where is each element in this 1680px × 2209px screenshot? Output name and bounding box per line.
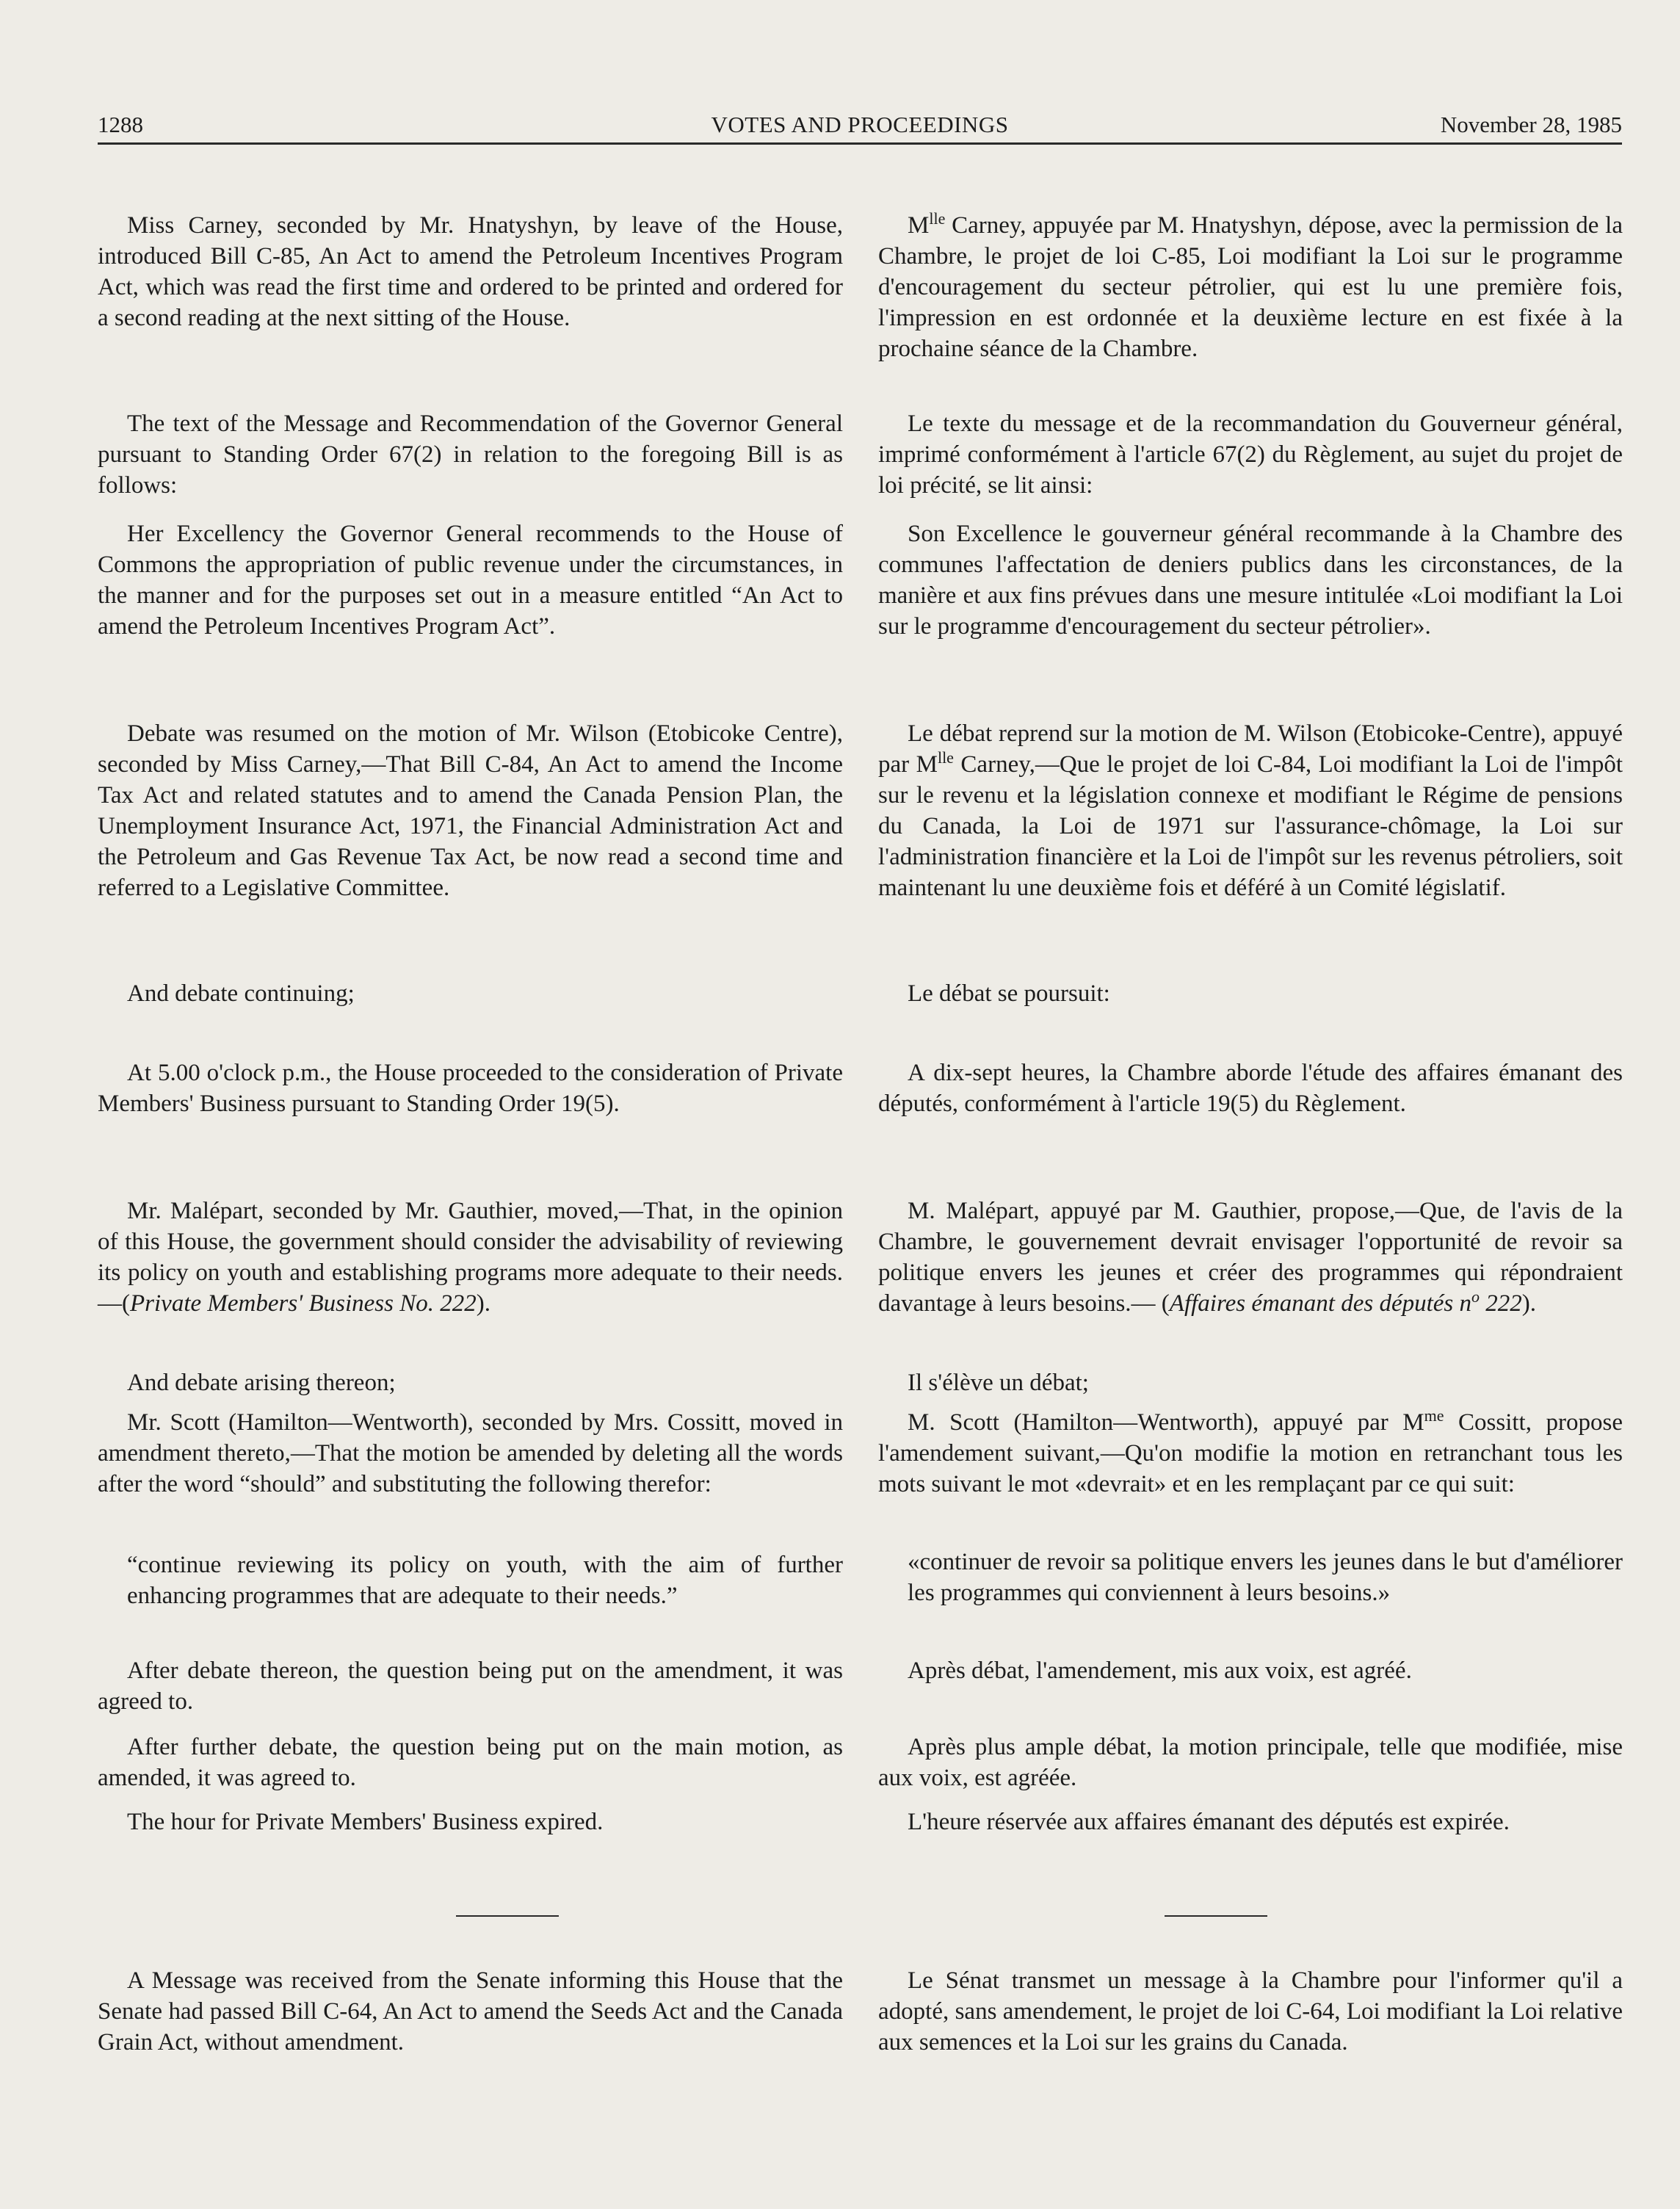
- en-paragraph-private-members: At 5.00 o'clock p.m., the House proceeded to the consideration of Private Members' Business pursuant to Standing Order 19(5).: [98, 1060, 843, 1117]
- en-paragraph-amendment-agreed: After debate thereon, the question being put on the amendment, it was agreed to.: [98, 1657, 843, 1715]
- fr-paragraph-senate-message: Le Sénat transmet un message à la Chambre pour l'informer qu'il a adopté, sans amendement, le projet de loi C-64, Loi modifiant la Loi relative aux semences et la Loi sur les grains du Canada.: [878, 1967, 1623, 2056]
- en-paragraph-message-intro: The text of the Message and Recommendation of the Governor General pursuant to Standing Order 67(2) in relation to the foregoing Bill is as follows:: [98, 411, 843, 499]
- fr-paragraph-private-members: A dix-sept heures, la Chambre aborde l'étude des affaires émanant des députés, conformément à l'article 19(5) du Règlement.: [878, 1060, 1623, 1117]
- fr-section-rule: [1165, 1915, 1267, 1917]
- en-paragraph-malepart-motion: Mr. Malépart, seconded by Mr. Gauthier, moved,—That, in the opinion of this House, the government should consider the advisability of reviewing its policy on youth and establishing programs more adequate to their needs.—(Private Members' Business No. 222).: [98, 1198, 843, 1317]
- fr-paragraph-amendment-text: «continuer de revoir sa politique envers les jeunes dans le but d'améliorer les programmes qui conviennent à leurs besoins.»: [908, 1549, 1623, 1606]
- fr-paragraph-bill-c85: $M^{lle}$ Carney, appuyée par M. Hnatyshyn, dépose, avec la permission de la Chambre, le projet de loi C-85, Loi modifiant la Loi sur le programme d'encouragement du secteur pétrolier, qui est lu une première fois, l'impression en est ordonnée et la deuxième lecture en est fixée à la prochaine séance de la Chambre.: [878, 209, 1623, 362]
- en-paragraph-bill-c85: Miss Carney, seconded by Mr. Hnatyshyn, by leave of the House, introduced Bill C-85, An Act to amend the Petroleum Incentives Program Act, which was read the first time and ordered to be printed and ordered for a second reading at the next sitting of the House.: [98, 212, 843, 331]
- en-paragraph-main-motion-agreed: After further debate, the question being put on the main motion, as amended, it was agreed to.: [98, 1734, 843, 1791]
- fr-paragraph-main-motion-agreed: Après plus ample débat, la motion principale, telle que modifiée, mise aux voix, est agréée.: [878, 1734, 1623, 1791]
- en-section-rule: [456, 1915, 559, 1917]
- fr-business-reference: Affaires émanant des députés $n^o$ 222: [1169, 1287, 1522, 1317]
- fr-paragraph-debate-continuing: Le débat se poursuit:: [908, 980, 1110, 1007]
- running-title: VOTES AND PROCEEDINGS: [711, 112, 1009, 137]
- en-business-reference: Private Members' Business No. 222: [130, 1290, 477, 1317]
- fr-paragraph-amendment-agreed: Après débat, l'amendement, mis aux voix, est agréé.: [908, 1657, 1412, 1684]
- fr-paragraph-debate-resumed: Le débat reprend sur la motion de M. Wilson (Etobicoke-Centre), appuyé par $M^{lle}$ Carney,—Que le projet de loi C-84, Loi modifiant la Loi de l'impôt sur le revenu et la législation connexe et modifiant le Régime de pensions du Canada, la Loi de 1971 sur l'assurance-chômage, la Loi sur l'administration financière et la Loi de l'impôt sur les revenus pétroliers, soit maintenant lu une deuxième fois et déféré à un Comité législatif.: [878, 720, 1623, 901]
- fr-paragraph-malepart-motion: M. Malépart, appuyé par M. Gauthier, propose,—Que, de l'avis de la Chambre, le gouvernement devrait envisager l'opportunité de revoir sa politique envers les jeunes et créer des programmes qui répondraient davantage à leurs besoins.— (Affaires émanant des députés $n^o$ 222).: [878, 1198, 1623, 1317]
- en-paragraph-scott-amendment: Mr. Scott (Hamilton—Wentworth), seconded by Mrs. Cossitt, moved in amendment thereto,—That the motion be amended by deleting all the words after the word “should” and substituting the following therefor:: [98, 1409, 843, 1497]
- header-rule: [98, 142, 1622, 145]
- en-paragraph-hour-expired: The hour for Private Members' Business expired.: [127, 1809, 604, 1835]
- en-paragraph-debate-continuing: And debate continuing;: [127, 980, 355, 1007]
- page-number: 1288: [98, 112, 143, 137]
- fr-paragraph-scott-amendment: M. Scott (Hamilton—Wentworth), appuyé par $M^{me}$ Cossitt, propose l'amendement suivant,—Qu'on modifie la motion en retranchant tous les mots suivant le mot «devrait» et en les remplaçant par ce qui suit:: [878, 1406, 1623, 1497]
- en-paragraph-debate-resumed: Debate was resumed on the motion of Mr. Wilson (Etobicoke Centre), seconded by Miss Carney,—That Bill C-84, An Act to amend the Income Tax Act and related statutes and to amend the Canada Pension Plan, the Unemployment Insurance Act, 1971, the Financial Administration Act and the Petroleum and Gas Revenue Tax Act, be now read a second time and referred to a Legislative Committee.: [98, 720, 843, 901]
- fr-paragraph-recommendation: Son Excellence le gouverneur général recommande à la Chambre des communes l'affectation de deniers publics dans les circonstances, de la manière et aux fins prévues dans une mesure intitulée «Loi modifiant la Loi sur le programme d'encouragement du secteur pétrolier».: [878, 521, 1623, 640]
- fr-paragraph-message-intro: Le texte du message et de la recommandation du Gouverneur général, imprimé conformément à l'article 67(2) du Règlement, au sujet du projet de loi précité, se lit ainsi:: [878, 411, 1623, 499]
- en-paragraph-recommendation: Her Excellency the Governor General recommends to the House of Commons the appropriation of public revenue under the circumstances, in the manner and for the purposes set out in a measure entitled “An Act to amend the Petroleum Incentives Program Act”.: [98, 521, 843, 640]
- en-paragraph-senate-message: A Message was received from the Senate informing this House that the Senate had passed Bill C-64, An Act to amend the Seeds Act and the Canada Grain Act, without amendment.: [98, 1967, 843, 2056]
- header-date: November 28, 1985: [1440, 112, 1622, 137]
- en-paragraph-amendment-text: “continue reviewing its policy on youth, with the aim of further enhancing programmes that are adequate to their needs.”: [127, 1552, 843, 1609]
- page-header: [98, 110, 1622, 140]
- fr-paragraph-debate-arising: Il s'élève un débat;: [908, 1370, 1089, 1396]
- fr-paragraph-hour-expired: L'heure réservée aux affaires émanant des députés est expirée.: [908, 1809, 1510, 1835]
- en-paragraph-debate-arising: And debate arising thereon;: [127, 1370, 396, 1396]
